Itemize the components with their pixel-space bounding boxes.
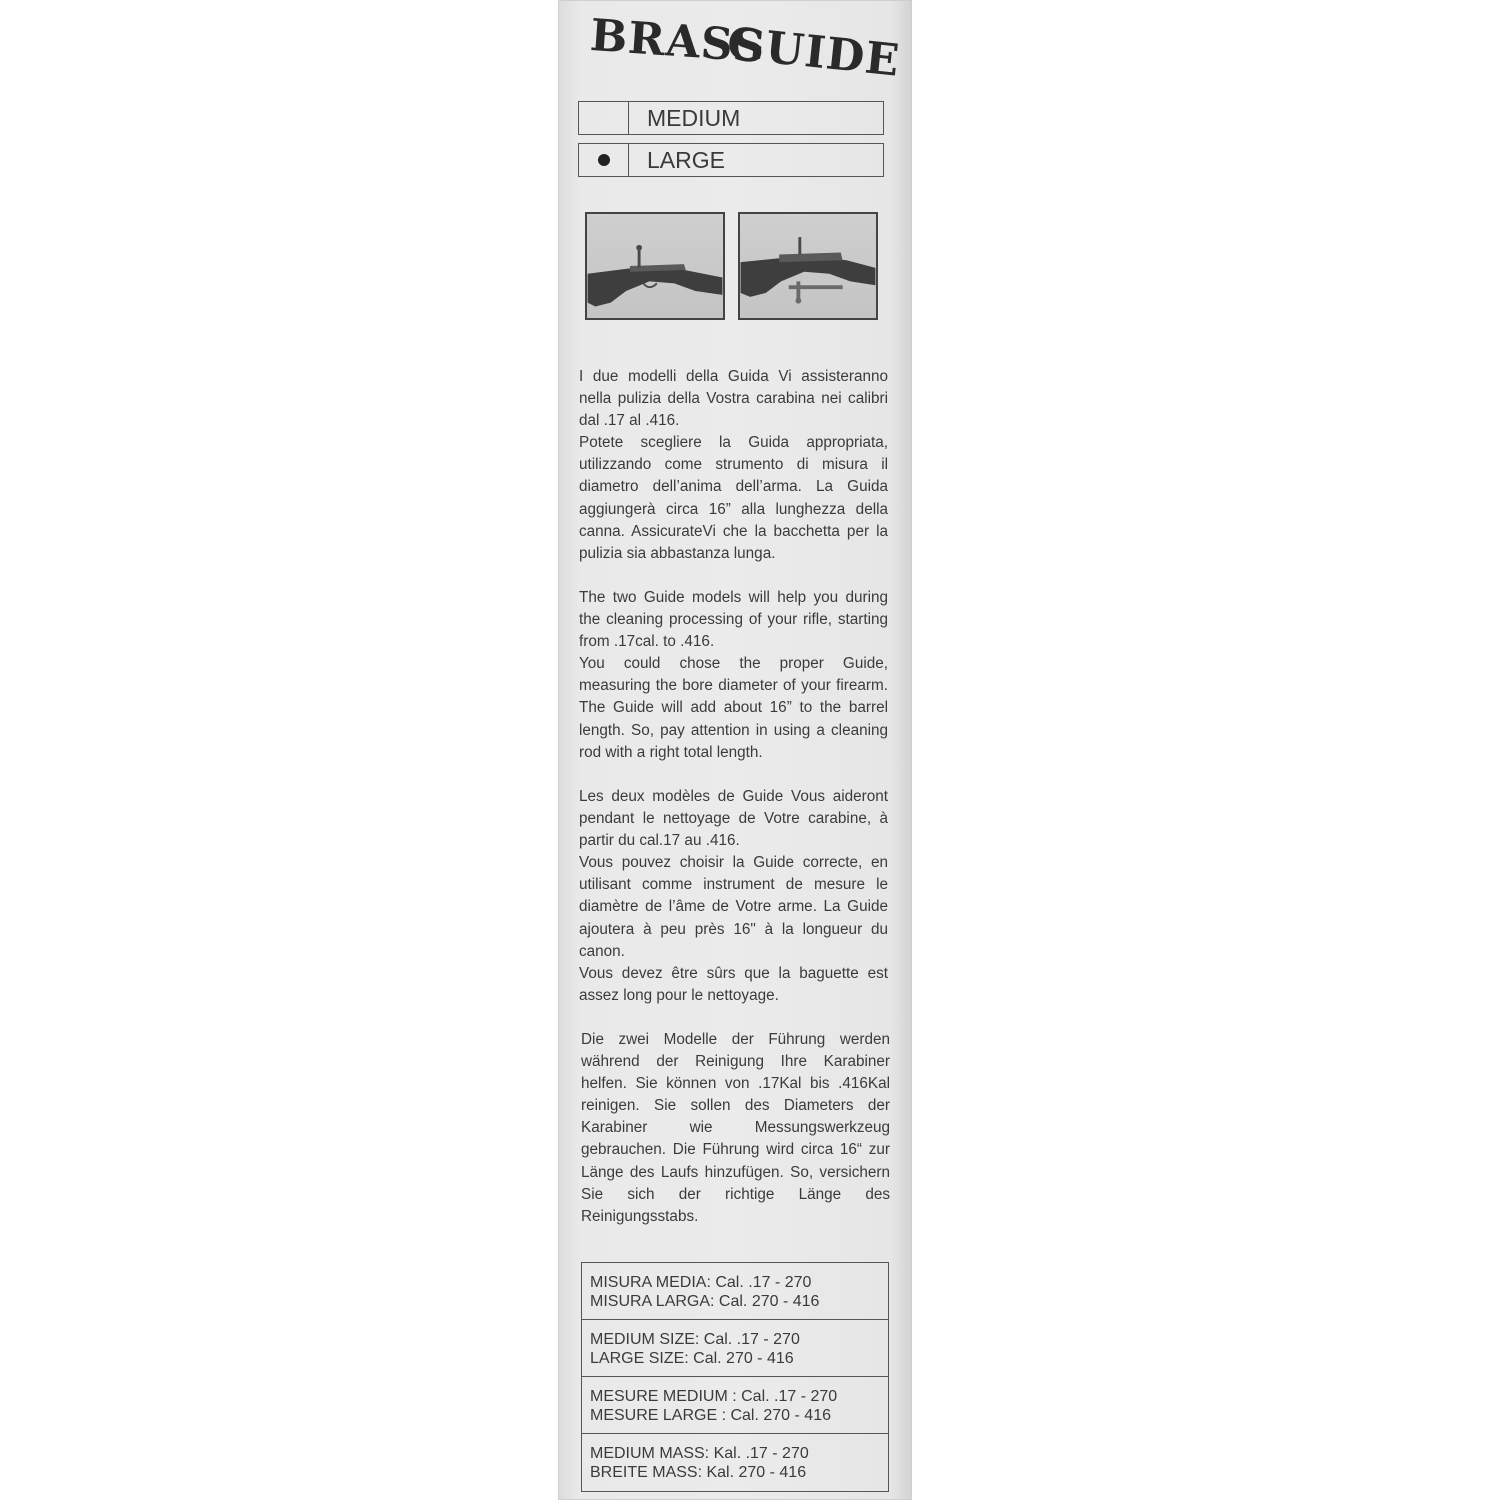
size-option-large [578,143,884,177]
size-checkbox-large [579,144,629,176]
rifle-assembled-icon [587,214,723,318]
spec-line: MESURE LARGE : Cal. 270 - 416 [590,1407,831,1424]
rifle-photo-disassembled [738,212,878,320]
spec-line: MEDIUM SIZE: Cal. .17 - 270 [590,1331,800,1348]
description-paragraph: I due modelli della Guida Vi assisteranno nella pulizia della Vostra carabina nei calibri dal .17 al .416. [579,368,888,430]
spec-row-english [582,1320,888,1377]
spec-line: BREITE MASS: Kal. 270 - 416 [590,1464,807,1481]
description-paragraph: Potete scegliere la Guida appropriata, utilizzando come strumento di misura il diametro dell’anima dell’arma. La Guida aggiungerà circa 16” alla lunghezza della canna. AssicurateVi che la bacchetta per la pulizia sia abbastanza lunga. [579,434,888,562]
description-paragraph: Vous devez être sûrs que la baguette est assez long pour le nettoyage. [579,964,888,1004]
spec-row-italian [582,1263,888,1320]
description-paragraph: Die zwei Modelle der Führung werden während der Reinigung Ihre Karabiner helfen. Sie können von .17Kal bis .416Kal reinigen. Sie sollen des Diameters der Karabiner wie Messungswerkzeug gebrauchen. Die Führung wird circa 16“ zur Länge des Laufs hinzufügen. So, versichern Sie sich der richtige Länge des Reinigungsstabs. [581,1031,890,1225]
rifle-bolt-removed-icon [740,214,876,318]
description-french [579,786,888,1007]
size-label-large: LARGE [647,146,725,173]
size-label-medium: MEDIUM [647,104,741,131]
description-paragraph: The two Guide models will help you during the cleaning processing of your rifle, starting from .17cal. to .416. [579,589,888,651]
product-title [588,4,903,87]
size-checkbox-medium [579,102,629,134]
spec-line: MEDIUM MASS: Kal. .17 - 270 [590,1445,809,1462]
caliber-spec-table [581,1262,889,1492]
description-paragraph: Les deux modèles de Guide Vous aideront pendant le nettoyage de Votre carabine, à partir du cal.17 au .416. [579,788,888,850]
spec-line: MISURA LARGA: Cal. 270 - 416 [590,1293,820,1310]
selected-dot-icon [598,154,610,166]
rifle-photo-assembled [585,212,725,320]
title-word-brass: BRASS [588,10,768,74]
spec-line: MISURA MEDIA: Cal. .17 - 270 [590,1274,812,1291]
description-english [579,587,888,764]
description-paragraph: Vous pouvez choisir la Guide correcte, en utilisant comme instrument de mesure le diamètre de l’âme de Votre arme. La Guide ajoutera à peu près 16" à la longueur du canon. [579,854,888,960]
spec-line: LARGE SIZE: Cal. 270 - 416 [590,1350,794,1367]
spec-row-german [582,1434,888,1491]
title-word-guide: GUIDE [724,18,903,87]
description-german [581,1029,890,1228]
spec-row-french [582,1377,888,1434]
spec-line: MESURE MEDIUM : Cal. .17 - 270 [590,1388,838,1405]
size-option-medium [578,101,884,135]
description-paragraph: You could chose the proper Guide, measuring the bore diameter of your firearm. The Guide will add about 16” to the barrel length. So, pay attention in using a cleaning rod with a right total length. [579,655,888,761]
description-italian [579,366,888,565]
